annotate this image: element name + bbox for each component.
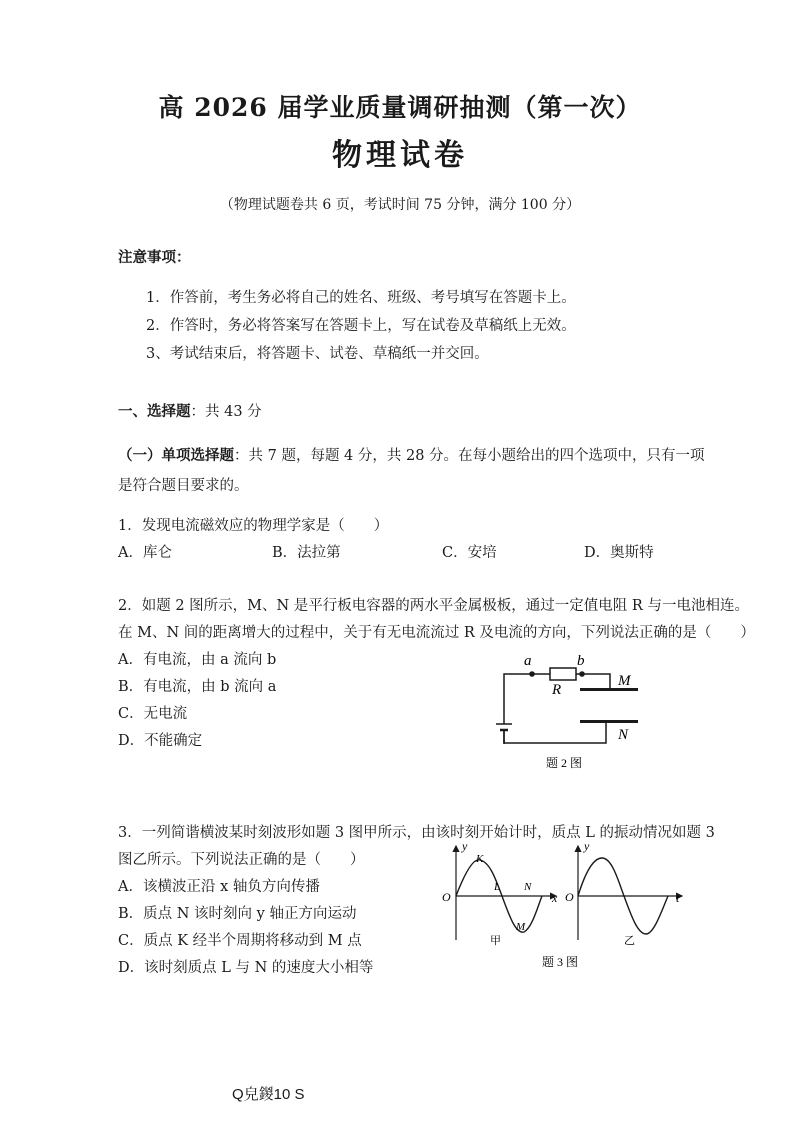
point-n-label: N [524, 881, 532, 893]
subsection-heading-bold: （一）单项选择题 [118, 447, 234, 464]
jia-x-label: x [552, 891, 558, 905]
q3-stem-line1: 3．一列简谐横波某时刻波形如题 3 图甲所示，由该时刻开始计时，质点 L 的振动情况如题 3 [118, 825, 715, 841]
yi-y-label: y [584, 840, 590, 853]
q2-option-b: B．有电流，由 b 流向 a [118, 679, 277, 695]
notice-heading: 注意事项： [118, 249, 191, 266]
yi-label: 乙 [624, 935, 635, 947]
node-a [529, 671, 535, 677]
q2-figure-caption: 题 2 图 [546, 756, 583, 770]
label-r: R [552, 682, 562, 698]
label-n: N [618, 727, 629, 743]
section-heading-bold: 一、选择题 [118, 403, 191, 420]
q2-option-d: D．不能确定 [118, 733, 203, 749]
resistor [550, 668, 576, 680]
exam-info: （物理试题卷共 6 页，考试时间 75 分钟，满分 100 分） [219, 197, 581, 213]
vibration-graph-yi [565, 840, 682, 947]
q2-option-a: A．有电流，由 a 流向 b [118, 652, 277, 668]
jia-y-label: y [462, 840, 468, 853]
q1-option-c: C．安培 [442, 545, 497, 561]
q3-option-a: A．该横波正沿 x 轴负方向传播 [118, 879, 320, 895]
jia-origin-label: O [442, 890, 451, 904]
q3-option-d: D．该时刻质点 L 与 N 的速度大小相等 [118, 960, 374, 976]
subsection-heading [118, 444, 705, 465]
q1-option-a: A．库仑 [118, 545, 172, 561]
yi-origin-label: O [565, 890, 574, 904]
notice-item-3: 3、考试结束后，将答题卡、试卷、草稿纸一并交回。 [146, 346, 489, 362]
point-l-label: L [494, 881, 501, 893]
q3-option-b: B．质点 N 该时刻向 y 轴正方向运动 [118, 906, 357, 922]
point-k-label: K [476, 853, 484, 865]
wave-graph-jia [442, 840, 558, 947]
q1-option-b: B．法拉第 [272, 545, 341, 561]
exam-subject: 物理试卷 [332, 138, 468, 173]
node-b [579, 671, 585, 677]
subsection-heading-rest: ：共 7 题，每题 4 分，共 28 分。在每小题给出的四个选项中，只有一项 [234, 448, 705, 464]
q3-wave-figure [438, 840, 688, 970]
jia-label: 甲 [490, 935, 501, 947]
point-m-label: M [516, 921, 526, 933]
q3-figure-caption: 题 3 图 [542, 955, 579, 969]
subsection-line2: 是符合题目要求的。 [118, 478, 249, 494]
yi-t-label: t [676, 891, 680, 905]
exam-title: 高 2026 届学业质量调研抽测（第一次） [158, 93, 642, 122]
q3-option-c: C．质点 K 经半个周期将移动到 M 点 [118, 933, 362, 949]
q2-circuit-figure [480, 650, 660, 775]
q1-option-d: D．奥斯特 [584, 545, 654, 561]
q2-stem-line1: 2．如题 2 图所示，M、N 是平行板电容器的两水平金属极板，通过一定值电阻 R 与一电池相连。 [118, 598, 749, 614]
notice-item-2: 2．作答时，务必将答案写在答题卡上，写在试卷及草稿纸上无效。 [146, 318, 576, 334]
q1-stem: 1．发现电流磁效应的物理学家是（ ） [118, 518, 389, 534]
q2-option-c: C．无电流 [118, 706, 188, 722]
notice-item-1: 1．作答前，考生务必将自己的姓名、班级、考号填写在答题卡上。 [146, 290, 576, 306]
label-b: b [577, 653, 585, 669]
label-m: M [618, 673, 631, 689]
section-heading-rest: ：共 43 分 [190, 404, 262, 420]
capacitor-plate-n [580, 720, 638, 723]
q2-stem-line2: 在 M、N 间的距离增大的过程中，关于有无电流流过 R 及电流的方向，下列说法正确的是（ ） [118, 625, 755, 641]
section-heading [118, 400, 262, 421]
q3-stem-line2: 图乙所示。下列说法正确的是（ ） [118, 852, 365, 868]
label-a: a [524, 653, 532, 669]
page-footer: Q皃鍐10 S [232, 1086, 305, 1103]
